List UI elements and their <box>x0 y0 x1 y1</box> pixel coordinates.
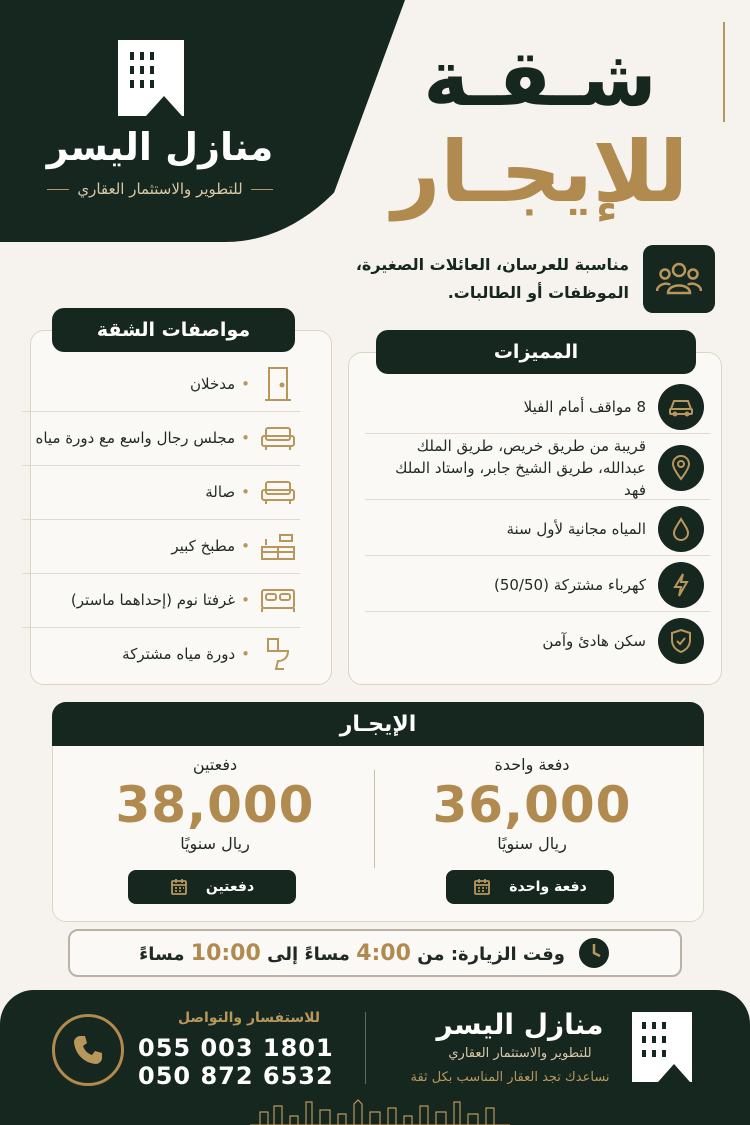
rent-amount: 36,000 <box>432 776 632 834</box>
feature-label: المياه مجانية لأول سنة <box>506 519 646 538</box>
door-icon <box>256 362 300 406</box>
visit-to-time: 10:00 <box>190 940 261 966</box>
spec-item: •غرفتا نوم (إحداهما ماستر) <box>22 572 300 628</box>
visit-prefix: وقت الزيارة: من <box>417 943 565 965</box>
features-title: المميزات <box>376 330 696 374</box>
rent-option-label: دفعتين <box>192 755 238 774</box>
visit-time-box <box>68 929 682 977</box>
spec-label: مطبخ كبير <box>171 536 236 555</box>
calendar-icon <box>170 878 188 896</box>
building-logo-icon <box>116 38 186 118</box>
spec-item: •مطبخ كبير <box>22 518 300 574</box>
water-drop-icon <box>658 506 704 552</box>
brand-panel <box>0 0 405 242</box>
rent-unit: ريال سنويًا <box>180 834 250 853</box>
rent-unit: ريال سنويًا <box>497 834 567 853</box>
rent-divider <box>374 770 375 868</box>
bed-icon <box>256 578 300 622</box>
footer-tagline: نساعدك تجد العقار المناسب بكل ثقة <box>410 1070 610 1085</box>
building-logo-icon <box>630 1010 694 1084</box>
sofa-icon <box>256 416 300 460</box>
lightning-icon <box>658 562 704 608</box>
rent-title: الإيجـار <box>52 702 704 746</box>
feature-item <box>365 436 710 500</box>
rent-amount: 38,000 <box>115 776 315 834</box>
feature-label: 8 مواقف أمام الفيلا <box>523 397 646 416</box>
feature-item <box>365 380 710 434</box>
target-audience <box>355 245 715 315</box>
clock-icon <box>577 936 611 970</box>
calendar-icon <box>473 878 491 896</box>
feature-label: سكن هادئ وآمن <box>542 632 646 650</box>
location-pin-icon <box>658 445 704 491</box>
rent-button-label: دفعة واحدة <box>509 879 587 895</box>
feature-label: قريبة من طريق خريص، طريق الملك عبدالله، طريق الشيخ جابر، واستاد الملك فهد <box>395 436 646 499</box>
sofa-icon <box>256 470 300 514</box>
spec-item: •مجلس رجال واسع مع دورة مياه <box>22 410 300 466</box>
target-audience-text: مناسبة للعرسان، العائلات الصغيرة، الموظفات أو الطالبات. <box>355 255 629 302</box>
rent-button-label: دفعتين <box>205 879 255 895</box>
feature-item <box>365 614 710 668</box>
headline-for-rent: للإيجـار <box>391 123 688 221</box>
phone-number-2[interactable]: 050 872 6532 <box>138 1062 334 1090</box>
visit-suffix: مساءً <box>139 943 185 965</box>
rent-option-two <box>75 755 355 853</box>
decorative-line <box>723 22 725 122</box>
headline-apartment: شـقـة <box>423 34 657 124</box>
contact-label: للاستفسار والتواصل <box>178 1010 320 1026</box>
specs-title: مواصفات الشقة <box>52 308 295 352</box>
rent-option-single <box>392 755 672 853</box>
visit-middle: مساءً إلى <box>267 943 350 965</box>
feature-label: كهرباء مشتركة (50/50) <box>493 575 646 594</box>
spec-label: دورة مياه مشتركة <box>122 645 236 663</box>
footer-brand-subtitle: للتطوير والاستثمار العقاري <box>448 1046 592 1061</box>
rent-option-label: دفعة واحدة <box>494 755 570 774</box>
footer-brand-name: منازل اليسر <box>436 1008 604 1041</box>
brand-name: منازل اليسر <box>46 125 274 169</box>
car-icon <box>658 384 704 430</box>
spec-item: •دورة مياه مشتركة <box>22 626 300 682</box>
toilet-icon <box>256 632 300 676</box>
phone-number-1[interactable]: 055 003 1801 <box>138 1034 334 1062</box>
brand-subtitle: للتطوير والاستثمار العقاري <box>30 180 290 198</box>
spec-item: •صالة <box>22 464 300 520</box>
spec-item: •مدخلان <box>22 356 300 412</box>
kitchen-icon <box>256 524 300 568</box>
visit-from-time: 4:00 <box>356 940 411 966</box>
visit-time-text <box>139 941 565 966</box>
footer-divider <box>365 1012 366 1084</box>
people-icon <box>643 245 715 313</box>
spec-label: غرفتا نوم (إحداهما ماستر) <box>70 590 236 609</box>
spec-label: مدخلان <box>189 374 236 393</box>
feature-item <box>365 558 710 612</box>
feature-item <box>365 502 710 556</box>
single-payment-button[interactable] <box>446 870 614 904</box>
phone-icon[interactable] <box>52 1014 124 1086</box>
city-skyline-decoration <box>250 1098 510 1125</box>
spec-label: مجلس رجال واسع مع دورة مياه <box>35 428 236 447</box>
two-payments-button[interactable] <box>128 870 296 904</box>
shield-check-icon <box>658 618 704 664</box>
spec-label: صالة <box>205 482 236 501</box>
